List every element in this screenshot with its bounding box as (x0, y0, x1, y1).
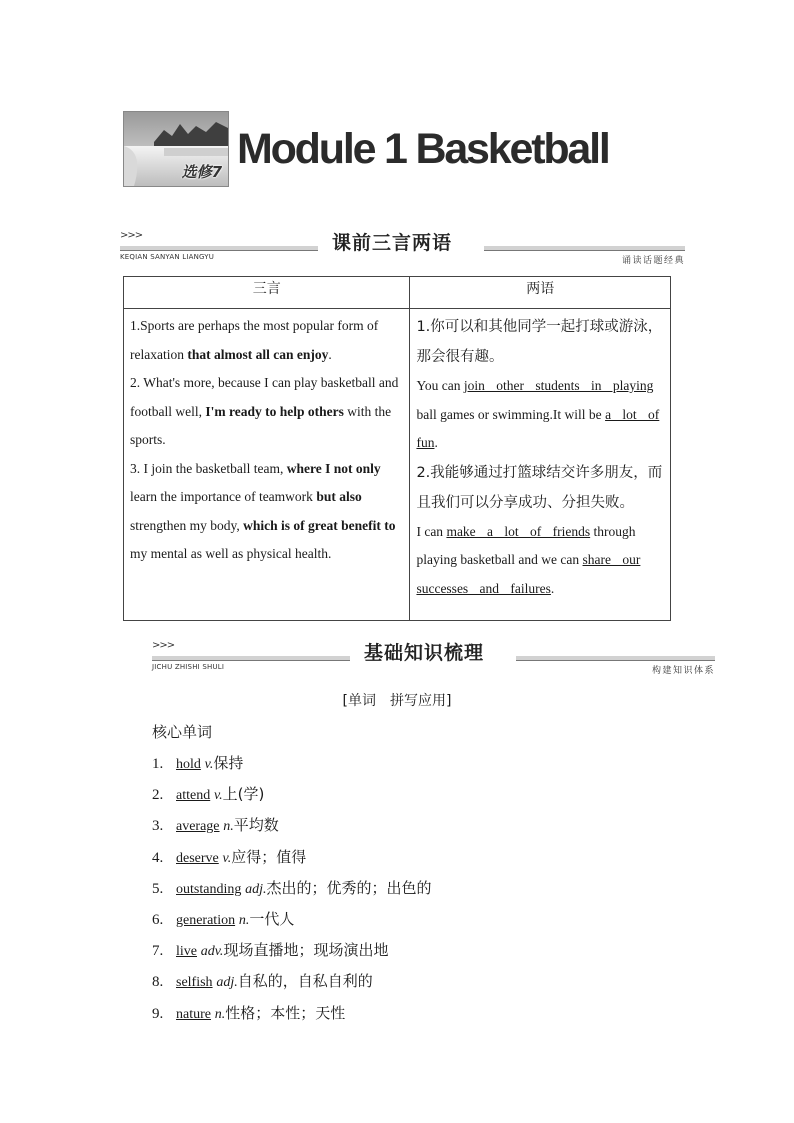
module-title: Module 1 Basketball (237, 125, 609, 173)
vocab-item: 6. generation n.一代人 (152, 909, 295, 928)
table-cell-left: 1.Sports are perhaps the most popular form of relaxation that almost all can enjoy. 2. What's more, because I can play basketball and football well, I'm ready to help others with the sports. 3. I join the basketball team, where I not only learn the importance of teamwork but also strengthen my body, which is of great benefit to my mental as well as physical health. (124, 309, 410, 621)
table-header-right: 两语 (410, 277, 671, 309)
vocab-item: 9. nature n.性格；本性；天性 (152, 1003, 346, 1022)
core-words-heading: 核心单词 (152, 723, 213, 741)
vocab-list (152, 750, 432, 1031)
thumb-label: 选修7 (181, 163, 222, 181)
phrases-table (123, 276, 671, 621)
vocab-item: 2. attend v.上(学) (152, 785, 265, 804)
section-bar-basics (152, 638, 715, 676)
table-header-left: 三言 (124, 277, 410, 309)
table-cell-right: 1.你可以和其他同学一起打球或游泳，那会很有趣。 You can join other students in playing ball games or swimming.It will be a lot of fun. 2.我能够通过打篮球结交许多朋友，而且我们可以分享成功、分担失败。 I can make a lot of friends through playing basketball and we can share our successes and failures. (410, 309, 671, 621)
vocab-item: 4. deserve v.应得；值得 (152, 847, 307, 866)
section-title: 课前三言两语 (332, 232, 453, 254)
vocab-item: 3. average n.平均数 (152, 816, 279, 835)
section-pinyin: JICHU ZHISHI SHULI (152, 663, 225, 671)
section-tag: 构建知识体系 (651, 666, 715, 676)
chevron-right-icon: >>> (120, 230, 143, 241)
chevron-right-icon: >>> (152, 640, 175, 651)
vocab-subheading: [单词 拼写应用] (342, 693, 452, 709)
vocab-item: 8. selfish adj.自私的，自私自利的 (152, 972, 373, 991)
section-title: 基础知识梳理 (364, 642, 485, 664)
vocab-item: 1. hold v.保持 (152, 754, 244, 772)
module-thumbnail (123, 111, 229, 187)
vocab-item: 5. outstanding adj.杰出的；优秀的；出色的 (152, 878, 432, 897)
section-tag: 诵读话题经典 (621, 256, 685, 266)
section-pinyin: KEQIAN SANYAN LIANGYU (120, 253, 215, 261)
vocab-item: 7. live adv.现场直播地；现场演出地 (152, 941, 389, 960)
section-bar-preview (120, 228, 685, 266)
